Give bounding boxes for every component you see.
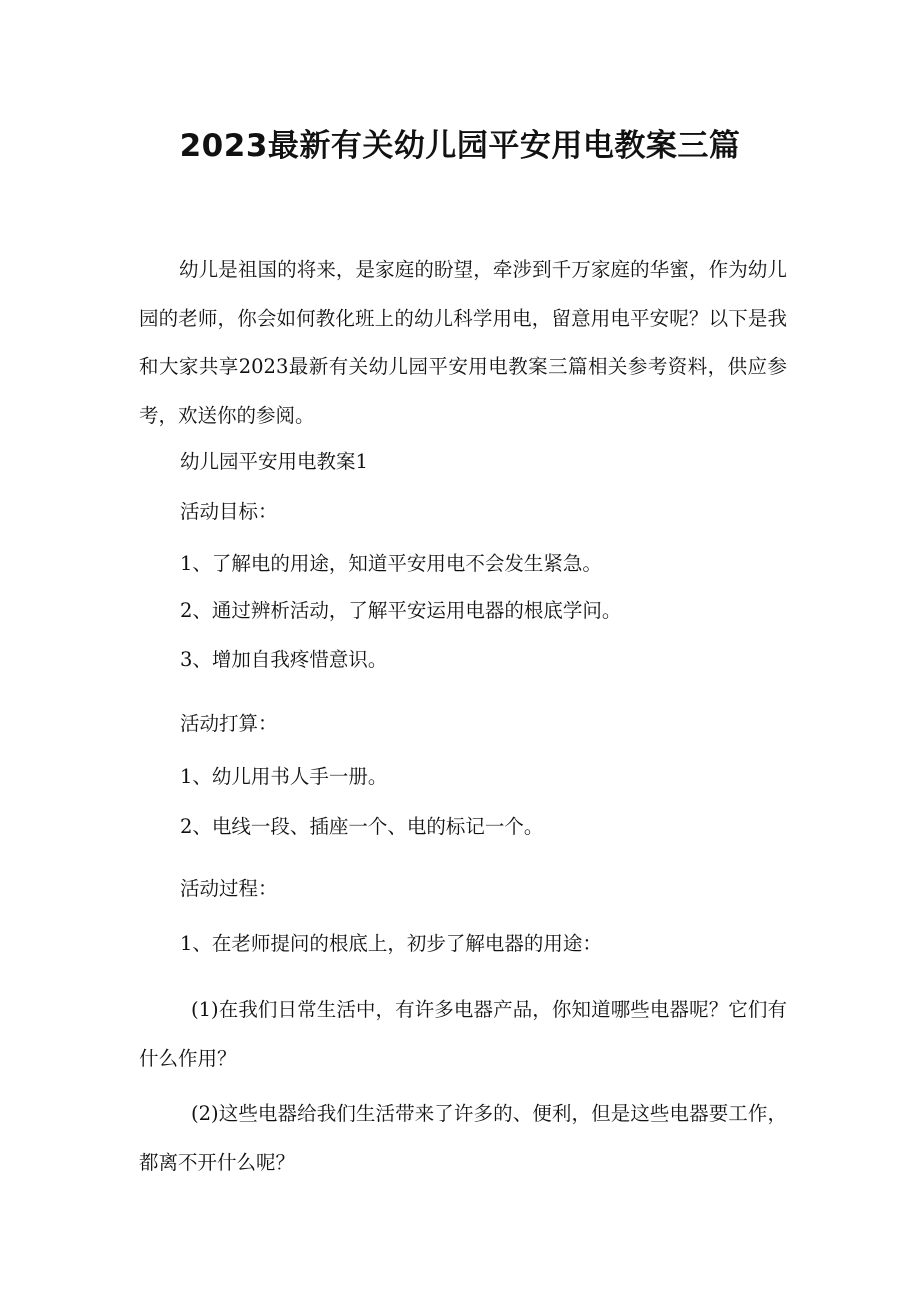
process-step-1: 1、在老师提问的根底上，初步了解电器的用途： (180, 932, 602, 955)
prep-heading: 活动打算： (180, 712, 278, 735)
prep-item-2: 2、电线一段、插座一个、电的标记一个。 (180, 815, 544, 838)
intro-paragraph: 幼儿是祖国的将来，是家庭的盼望，牵涉到千万家庭的华蜜，作为幼儿园的老师，你会如何教化班上的幼儿科学用电，留意用电平安呢？以下是我和大家共享2023最新有关幼儿园平安用电教案三篇相关参考资料，供应参考，欢送你的参阅。 (139, 258, 787, 427)
goals-heading: 活动目标： (180, 500, 278, 523)
process-heading: 活动过程： (180, 877, 278, 900)
goal-item-2: 2、通过辨析活动，了解平安运用电器的根底学问。 (180, 599, 622, 622)
prep-item-1: 1、幼儿用书人手一册。 (180, 765, 388, 788)
question-2: (2)这些电器给我们生活带来了许多的、便利，但是这些电器要工作，都离不开什么呢？ (139, 1102, 787, 1174)
question-1: (1)在我们日常生活中，有许多电器产品，你知道哪些电器呢？它们有什么作用？ (139, 998, 787, 1070)
goal-item-3: 3、增加自我疼惜意识。 (180, 648, 388, 671)
goal-item-1: 1、了解电的用途，知道平安用电不会发生紧急。 (180, 552, 602, 575)
lesson-heading: 幼儿园平安用电教案1 (180, 450, 368, 473)
document-title: 2023最新有关幼儿园平安用电教案三篇 (179, 128, 741, 164)
